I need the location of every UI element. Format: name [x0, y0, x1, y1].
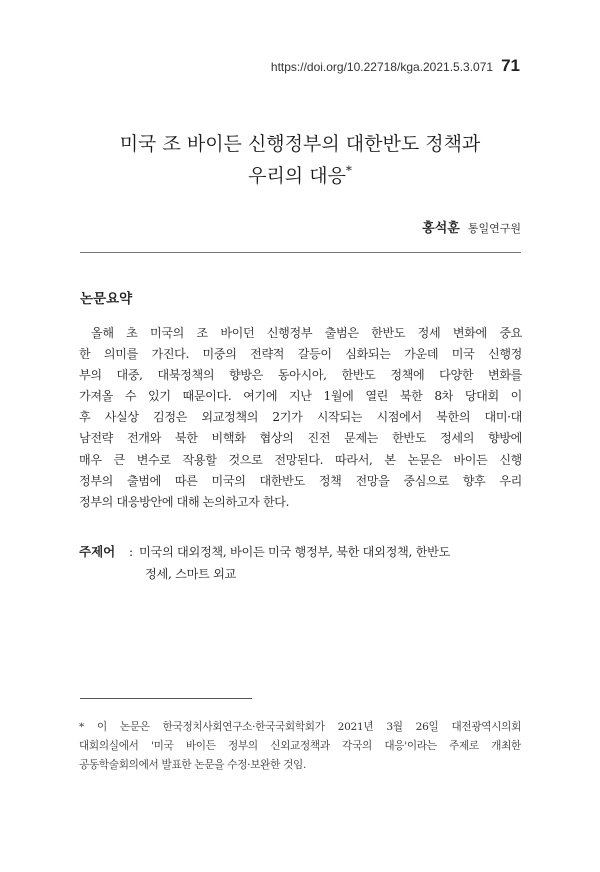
paper-title	[0, 128, 600, 192]
footnote-line: 대회의실에서 '미국 바이든 정부의 신외교정책과 각국의 대응'이라는 주제로 개최한	[79, 740, 521, 752]
keywords-line-1: 미국의 대외정책, 바이든 미국 행정부, 북한 대외정책, 한반도	[139, 545, 451, 559]
author-affiliation: 통일연구원	[467, 222, 521, 235]
abstract-line: 부의 대중, 대북정책의 향방은 동아시아, 한반도 정책에 다양한 변화를	[79, 368, 522, 383]
keywords-colon: :	[129, 545, 134, 559]
abstract-line: 매우 큰 변수로 작용할 것으로 전망된다. 따라서, 본 논문은 바이든 신행	[79, 452, 522, 467]
title-divider	[80, 252, 521, 253]
title-footnote-mark[interactable]: *	[345, 163, 352, 178]
footnote	[79, 718, 521, 775]
abstract-line: 정부의 출범에 따른 미국의 대한반도 정책 전망을 중심으로 향후 우리	[79, 473, 522, 488]
footnote-line: * 이 논문은 한국정치사회연구소·한국국회학회가 2021년 3월 26일 대전광역시의회	[79, 721, 521, 733]
doi-link[interactable]: https://doi.org/10.22718/kga.2021.5.3.071	[270, 60, 494, 74]
author-block	[422, 217, 521, 236]
abstract-line: 정부의 대응방안에 대해 논의하고자 한다.	[79, 494, 290, 509]
abstract-heading: 논문요약	[80, 291, 133, 307]
abstract-line: 후 사실상 김정은 외교정책의 2기가 시작되는 시점에서 북한의 대미·대	[79, 410, 522, 425]
page-number: 71	[501, 56, 520, 75]
abstract-line: 한 의미를 가진다. 미중의 전략적 갈등이 심화되는 가운데 미국 신행정	[79, 347, 522, 362]
abstract-body	[79, 323, 522, 513]
abstract-line: 가져올 수 있기 때문이다. 여기에 지난 1월에 열린 북한 8차 당대회 이	[79, 389, 522, 404]
abstract-line: 올해 초 미국의 조 바이던 신행정부 출범은 한반도 정세 변화에 중요	[91, 326, 522, 340]
abstract-line: 남전략 전개와 북한 비핵화 협상의 진전 문제는 한반도 정세의 향방에	[79, 431, 522, 446]
footnote-line: 공동학술회의에서 발표한 논문을 수정·보완한 것임.	[79, 759, 307, 771]
keywords-line-2: 정세, 스마트 외교	[145, 567, 237, 581]
keywords-text	[139, 541, 524, 585]
author-name: 홍석훈	[422, 221, 460, 236]
title-line-2-text: 우리의 대응	[248, 165, 346, 187]
title-line-2	[0, 160, 600, 192]
running-header	[271, 56, 520, 76]
keywords-label: 주제어	[79, 544, 116, 559]
footnote-divider	[80, 698, 252, 699]
title-line-1: 미국 조 바이든 신행정부의 대한반도 정책과	[119, 133, 481, 155]
